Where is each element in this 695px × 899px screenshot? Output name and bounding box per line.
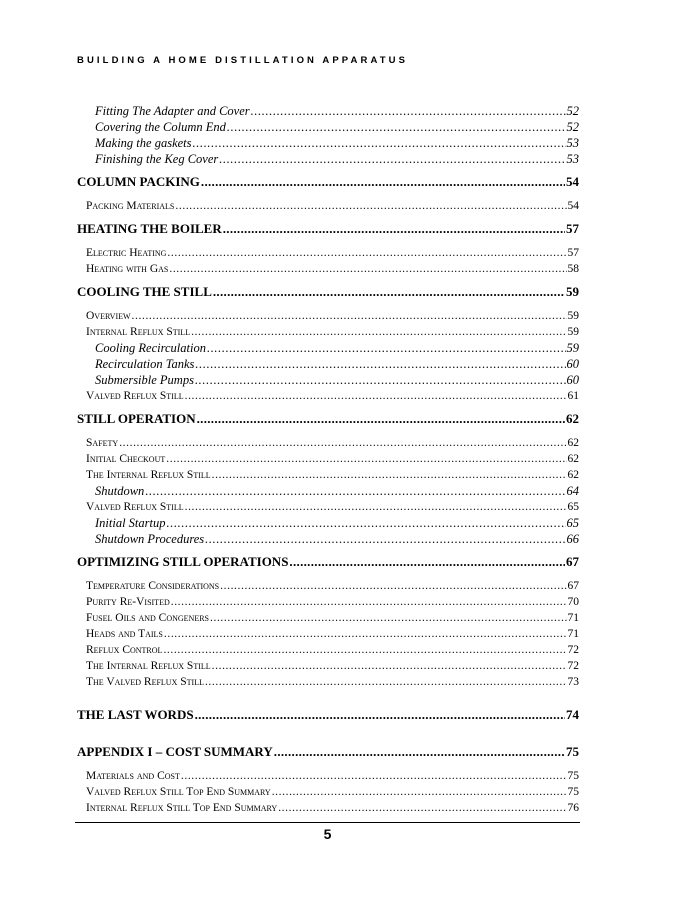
toc-entry-title: Electric Heating — [86, 247, 167, 259]
toc-entry-title: The Internal Reflux Still — [86, 469, 211, 481]
toc-entry[interactable] — [77, 499, 579, 515]
toc-entry-title: Shutdown — [95, 484, 145, 498]
dot-leader — [167, 245, 566, 261]
toc-entry-title: Making the gaskets — [95, 136, 192, 150]
dot-leader — [195, 372, 566, 388]
toc-entry-page: 71 — [567, 612, 579, 624]
toc-entry-title: COOLING THE STILL — [77, 284, 212, 299]
toc-entry-page: 75 — [567, 770, 579, 782]
toc-entry-page: 59 — [566, 341, 579, 355]
dot-leader — [181, 768, 567, 784]
toc-entry-title: Covering the Column End — [95, 120, 226, 134]
toc-entry-title: Fitting The Adapter and Cover — [95, 104, 250, 118]
toc-entry-page: 73 — [567, 676, 579, 688]
toc-entry-page: 75 — [566, 744, 579, 759]
toc-entry-page: 60 — [566, 357, 579, 371]
toc-entry-page: 65 — [567, 501, 579, 513]
toc-entry-title: Recirculation Tanks — [95, 357, 195, 371]
toc-entry-title: Heating with Gas — [86, 263, 169, 275]
toc-entry[interactable] — [77, 768, 579, 784]
toc-entry[interactable] — [77, 308, 579, 324]
dot-leader — [193, 135, 566, 151]
dot-leader — [207, 340, 566, 356]
toc-entry-title: Temperature Considerations — [86, 580, 220, 592]
toc-entry-title: Internal Reflux Still — [86, 326, 191, 338]
toc-entry-page: 65 — [566, 516, 579, 530]
toc-entry-title: OPTIMIZING STILL OPERATIONS — [77, 554, 289, 569]
dot-leader — [289, 549, 565, 574]
dot-leader — [201, 169, 565, 194]
toc-entry-page: 76 — [567, 802, 579, 814]
toc-entry[interactable] — [77, 626, 579, 642]
toc-entry[interactable] — [77, 451, 579, 467]
dot-leader — [274, 739, 565, 764]
toc-entry-title: Valved Reflux Still Top End Summary — [86, 786, 271, 798]
toc-entry-title: Finishing the Keg Cover — [95, 152, 219, 166]
toc-entry-page: 59 — [567, 326, 579, 338]
toc-entry-title: Internal Reflux Still Top End Summary — [86, 802, 278, 814]
toc-entry-title: Shutdown Procedures — [95, 532, 205, 546]
dot-leader — [163, 642, 566, 658]
dot-leader — [132, 308, 567, 324]
footer-rule — [75, 822, 580, 823]
dot-leader — [220, 578, 566, 594]
toc-entry-page: 64 — [566, 484, 579, 498]
toc-entry-page: 62 — [567, 469, 579, 481]
toc-entry[interactable] — [77, 198, 579, 214]
toc-entry-page: 59 — [567, 310, 579, 322]
dot-leader — [167, 515, 566, 531]
toc-entry-title: Initial Startup — [95, 516, 166, 530]
dot-leader — [171, 594, 567, 610]
dot-leader — [219, 151, 565, 167]
toc-entry[interactable] — [77, 135, 579, 151]
dot-leader — [191, 324, 566, 340]
dot-leader — [205, 674, 567, 690]
toc-entry-title: The Valved Reflux Still — [86, 676, 204, 688]
toc-entry-page: 57 — [567, 247, 579, 259]
toc-entry-page: 57 — [566, 221, 579, 236]
toc-entry-title: Submersible Pumps — [95, 373, 194, 387]
toc-entry[interactable] — [77, 372, 579, 388]
toc-entry-title: Heads and Tails — [86, 628, 163, 640]
toc-entry[interactable] — [77, 674, 579, 690]
dot-leader — [223, 216, 565, 241]
toc-entry-page: 62 — [567, 453, 579, 465]
dot-leader — [185, 388, 567, 404]
toc-entry-title: Purity Re-Visited — [86, 596, 170, 608]
toc-entry[interactable] — [77, 642, 579, 658]
dot-leader — [212, 467, 567, 483]
toc-entry-page: 62 — [567, 437, 579, 449]
toc-entry-title: Safety — [86, 437, 119, 449]
toc-entry-page: 52 — [566, 104, 579, 118]
dot-leader — [119, 435, 566, 451]
dot-leader — [205, 531, 565, 547]
toc-entry-title: APPENDIX I – COST SUMMARY — [77, 744, 273, 759]
toc-entry-title: Materials and Cost — [86, 770, 180, 782]
toc-entry[interactable] — [77, 435, 579, 451]
toc-entry-page: 62 — [566, 411, 579, 426]
toc-entry-title: Packing Materials — [86, 200, 175, 212]
toc-entry[interactable] — [77, 151, 579, 167]
dot-leader — [195, 702, 565, 727]
toc-entry-page: 66 — [566, 532, 579, 546]
toc-entry[interactable] — [77, 531, 579, 547]
toc-entry[interactable] — [77, 279, 579, 304]
toc-entry-title: Valved Reflux Still — [86, 390, 184, 402]
dot-leader — [195, 356, 565, 372]
toc-entry-page: 54 — [567, 200, 579, 212]
toc-entry[interactable] — [77, 169, 579, 194]
toc-entry[interactable] — [77, 216, 579, 241]
toc-entry[interactable] — [77, 594, 579, 610]
toc-entry[interactable] — [77, 340, 579, 356]
toc-entry-page: 75 — [567, 786, 579, 798]
toc-entry[interactable] — [77, 515, 579, 531]
toc-entry[interactable] — [77, 658, 579, 674]
table-of-contents — [77, 103, 579, 816]
toc-entry-title: Valved Reflux Still — [86, 501, 184, 513]
toc-entry-title: STILL OPERATION — [77, 411, 196, 426]
toc-entry[interactable] — [77, 103, 579, 119]
toc-entry[interactable] — [77, 467, 579, 483]
toc-entry[interactable] — [77, 261, 579, 277]
running-header: BUILDING A HOME DISTILLATION APPARATUS — [77, 55, 409, 66]
toc-entry-page: 70 — [567, 596, 579, 608]
toc-entry-page: 54 — [566, 174, 579, 189]
dot-leader — [210, 610, 567, 626]
dot-leader — [185, 499, 567, 515]
toc-entry-page: 61 — [567, 390, 579, 402]
toc-entry[interactable] — [77, 739, 579, 764]
toc-entry-title: HEATING THE BOILER — [77, 221, 222, 236]
toc-entry-title: Reflux Control — [86, 644, 163, 656]
toc-entry[interactable] — [77, 356, 579, 372]
toc-entry[interactable] — [77, 610, 579, 626]
toc-entry-page: 72 — [567, 660, 579, 672]
toc-entry[interactable] — [77, 324, 579, 340]
toc-entry-title: Cooling Recirculation — [95, 341, 206, 355]
toc-entry-page: 53 — [566, 152, 579, 166]
toc-entry[interactable] — [77, 578, 579, 594]
toc-entry[interactable] — [77, 245, 579, 261]
toc-entry-page: 72 — [567, 644, 579, 656]
toc-entry[interactable] — [77, 119, 579, 135]
dot-leader — [213, 279, 565, 304]
toc-entry[interactable] — [77, 800, 579, 816]
toc-entry[interactable] — [77, 406, 579, 431]
toc-entry-title: Fusel Oils and Congeners — [86, 612, 209, 624]
dot-leader — [212, 658, 567, 674]
toc-entry-title: Initial Checkout — [86, 453, 166, 465]
dot-leader — [197, 406, 565, 431]
toc-entry[interactable] — [77, 702, 579, 727]
dot-leader — [145, 483, 565, 499]
toc-entry-page: 71 — [567, 628, 579, 640]
toc-entry-page: 60 — [566, 373, 579, 387]
dot-leader — [272, 784, 567, 800]
toc-entry-page: 53 — [566, 136, 579, 150]
toc-entry[interactable] — [77, 784, 579, 800]
toc-entry[interactable] — [77, 388, 579, 404]
toc-entry-page: 67 — [566, 554, 579, 569]
toc-entry-page: 52 — [566, 120, 579, 134]
toc-entry[interactable] — [77, 483, 579, 499]
dot-leader — [175, 198, 566, 214]
toc-entry[interactable] — [77, 549, 579, 574]
dot-leader — [251, 103, 566, 119]
toc-entry-title: COLUMN PACKING — [77, 174, 200, 189]
dot-leader — [278, 800, 566, 816]
toc-entry-title: Overview — [86, 310, 131, 322]
toc-entry-page: 74 — [566, 707, 579, 722]
toc-entry-page: 58 — [567, 263, 579, 275]
dot-leader — [164, 626, 567, 642]
dot-leader — [166, 451, 566, 467]
toc-entry-page: 67 — [567, 580, 579, 592]
toc-entry-title: The Internal Reflux Still — [86, 660, 211, 672]
toc-entry-page: 59 — [566, 284, 579, 299]
toc-entry-title: THE LAST WORDS — [77, 707, 194, 722]
dot-leader — [227, 119, 566, 135]
dot-leader — [169, 261, 566, 277]
page-number: 5 — [323, 826, 332, 842]
